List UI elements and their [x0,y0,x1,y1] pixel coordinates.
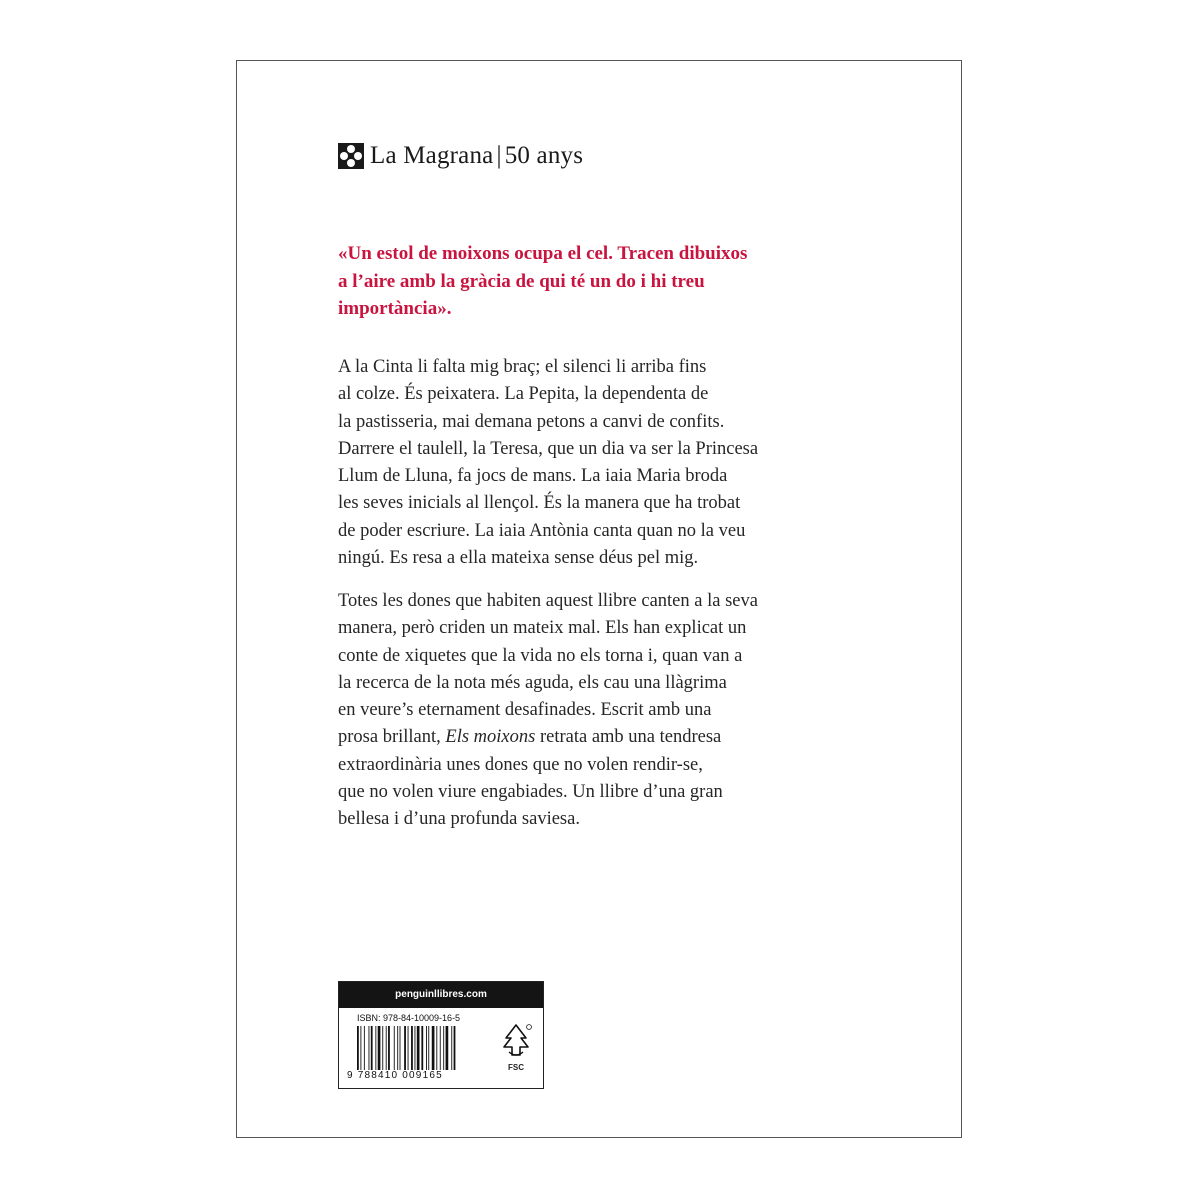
fsc-label: FSC [508,1063,524,1072]
barcode-bar [408,1026,409,1070]
barcode-bar [446,1026,449,1070]
barcode-bar [369,1026,370,1070]
barcode-bar [440,1026,441,1070]
text-line: A la Cinta li falta mig braç; el silenci li arriba fins [338,357,707,377]
barcode-bar [443,1026,444,1070]
book-title: Els moixons [445,727,536,748]
text-line: les seves inicials al llençol. És la manera que ha trobat [338,493,741,514]
text-line: bellesa i d’una profunda saviesa. [338,809,580,830]
pull-quote [338,240,808,323]
barcode-bar [378,1026,381,1070]
barcode-bar [432,1026,435,1070]
website-label: penguinllibres.com [339,982,543,1008]
text-line: la pastisseria, mai demana petons a canvi de confits. [338,411,725,432]
text-line: en veure’s eternament desafinades. Escrit amb una [338,700,712,721]
barcode-bar [386,1026,387,1070]
isbn-label: ISBN: 978-84-10009-16-5 [357,1013,461,1023]
barcode-bar [400,1026,401,1070]
barcode-bar [388,1026,390,1070]
text-line-with-title [338,724,808,751]
barcode-bar [454,1026,456,1070]
barcode-bar [417,1026,420,1070]
text-line: conte de xiquetes que la vida no els torna i, quan van a [338,645,743,666]
text-fragment: prosa brillant, [338,727,446,748]
synopsis-paragraph-1 [338,354,808,572]
quote-line: a l’aire amb la gràcia de qui té un do i hi treu [338,270,705,292]
barcode-bar [415,1026,416,1070]
barcode-bar [382,1026,383,1070]
barcode-bar [451,1026,452,1070]
text-line: Llum de Lluna, fa jocs de mans. La iaia Maria broda [338,466,728,487]
text-line: Totes les dones que habiten aquest llibre canten a la seva [338,591,758,611]
barcode-bar [421,1026,423,1070]
text-line: que no volen viure engabiades. Un llibre d’una gran [338,782,723,803]
text-line: extraordinària unes dones que no volen rendir-se, [338,754,703,775]
text-line: al colze. És peixatera. La Pepita, la dependenta de [338,384,709,405]
barcode-bar [360,1026,361,1070]
barcode-digits: 9 788410 009165 [347,1070,443,1081]
text-fragment: retrata amb una tendresa [535,727,722,748]
barcode-bar [371,1026,373,1070]
barcode-bar [397,1026,398,1070]
barcode-bar [404,1026,406,1070]
fsc-tree-icon [499,1022,533,1060]
text-line: manera, però criden un mateix mal. Els han explicat un [338,618,747,639]
fsc-logo [495,1022,537,1072]
pomegranate-logo-icon [338,143,364,169]
synopsis-paragraph-2 [338,588,808,834]
barcode-bar [428,1026,429,1070]
publisher-divider: | [496,142,502,169]
text-line: ningú. Es resa a ella mateixa sense déus pel mig. [338,548,699,569]
publisher-name: La Magrana [370,142,494,169]
quote-line: importància». [338,298,452,319]
barcode-bar [426,1026,427,1070]
barcode-bar [436,1026,437,1070]
publisher-anniversary: 50 anys [504,142,584,169]
text-line: Darrere el taulell, la Teresa, que un dia va ser la Princesa [338,438,759,459]
barcode-bar [357,1026,359,1070]
text-line: la recerca de la nota més aguda, els cau una llàgrima [338,672,727,693]
barcode-bar [411,1026,413,1070]
barcode-bar [394,1026,395,1070]
barcode-bars [356,1026,494,1070]
barcode-box [338,981,544,1089]
text-line: de poder escriure. La iaia Antònia canta quan no la veu [338,520,746,541]
publisher-logo [338,140,583,172]
barcode-bar [375,1026,376,1070]
quote-line: «Un estol de moixons ocupa el cel. Tracen dibuixos [338,243,748,264]
barcode-bar [364,1026,365,1070]
